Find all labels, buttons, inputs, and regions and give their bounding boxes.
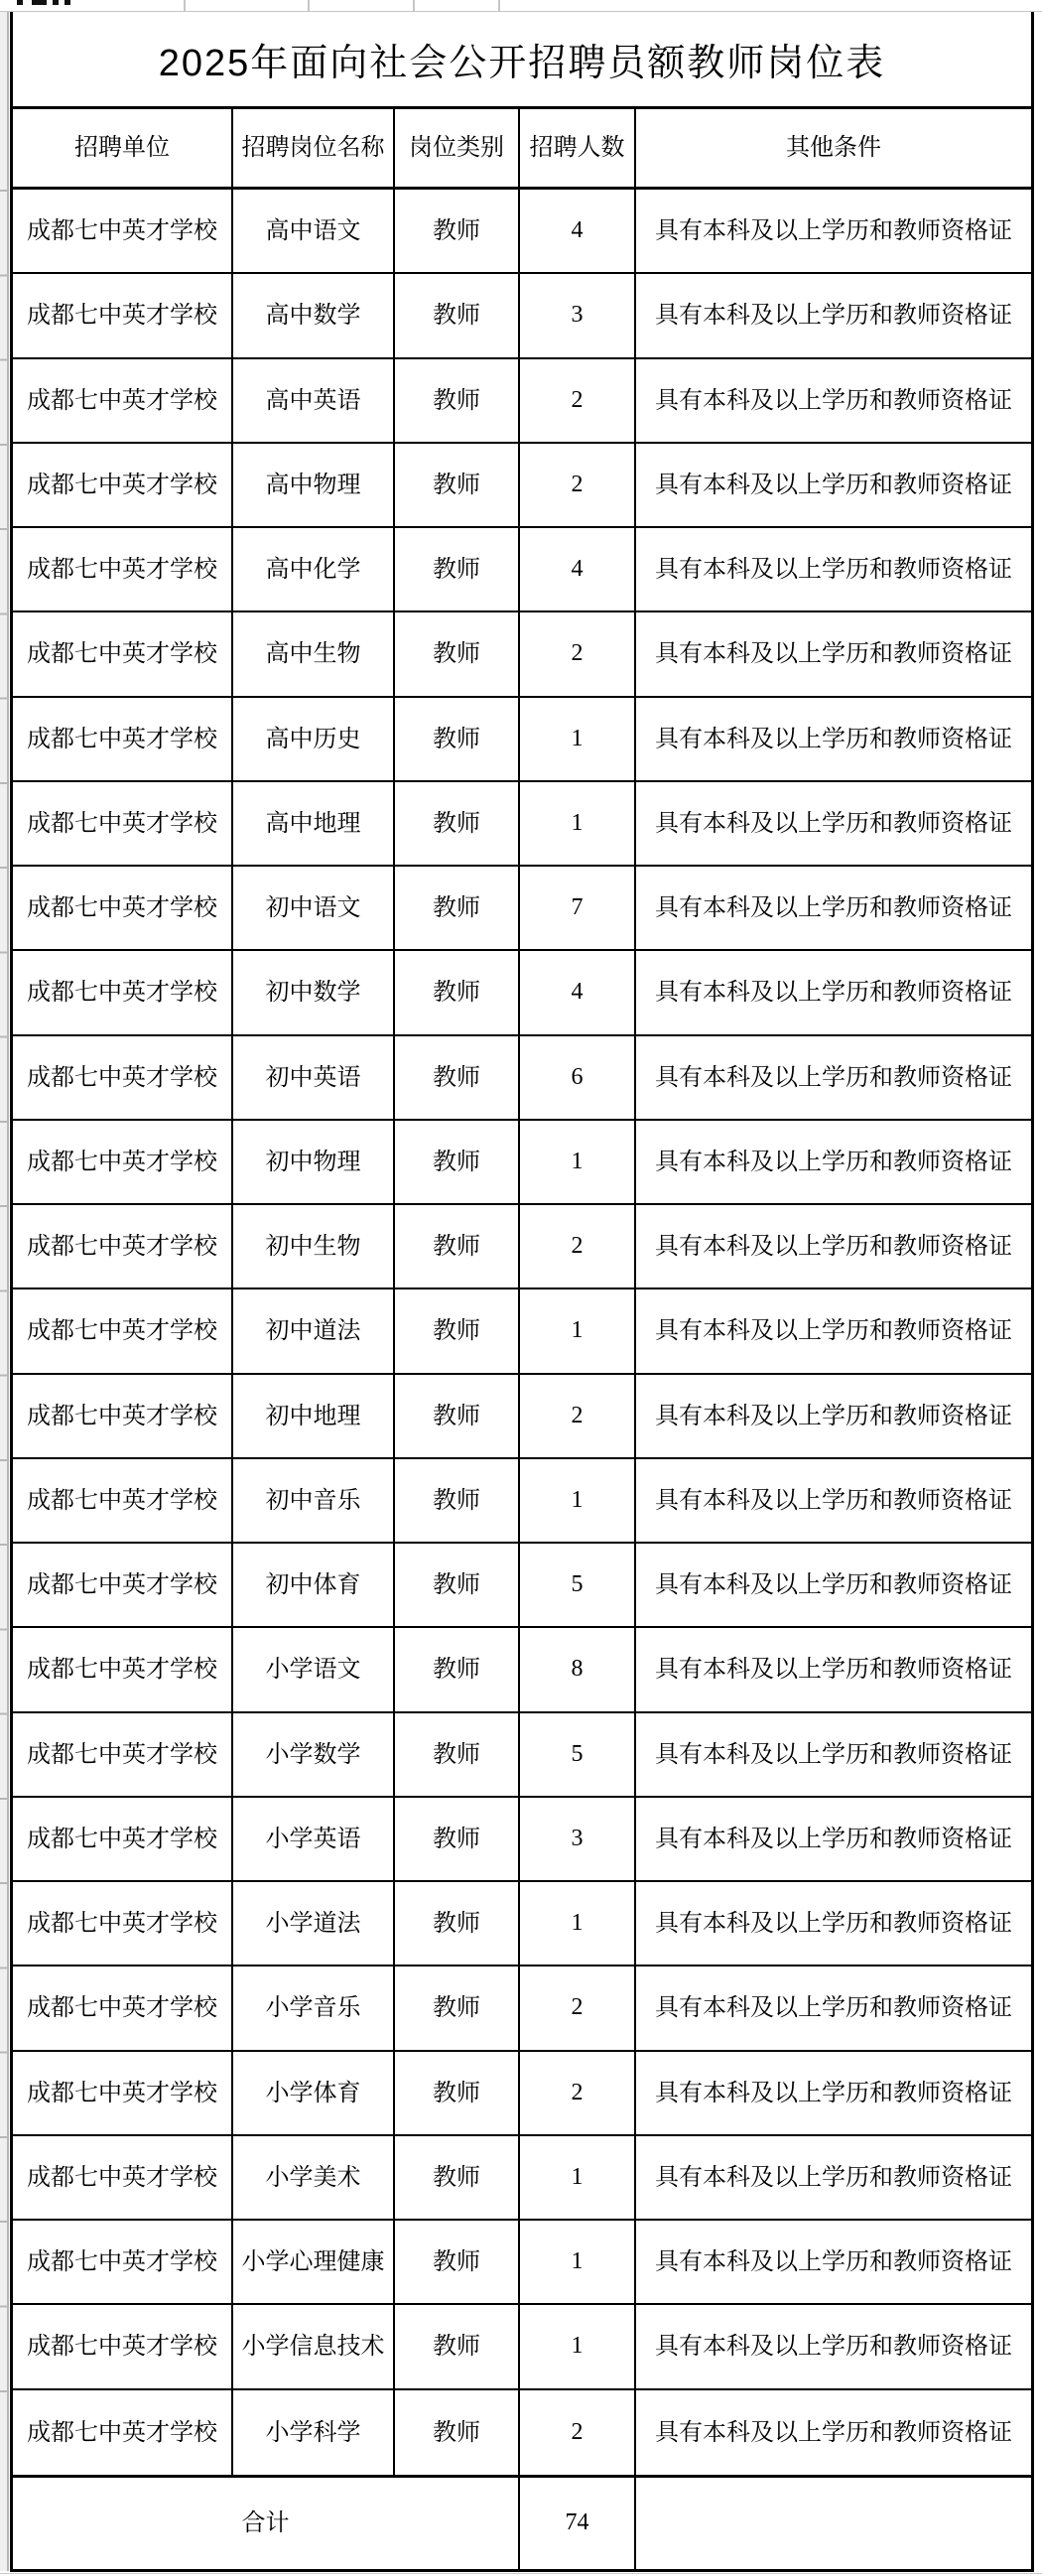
top-column-gridline <box>413 0 415 11</box>
table-row <box>13 951 1031 1035</box>
unit-cell: 成都七中英才学校 <box>13 2052 233 2134</box>
table-body <box>13 190 1031 2475</box>
category-cell: 教师 <box>395 1289 520 1372</box>
unit-cell: 成都七中英才学校 <box>13 782 233 865</box>
table-row <box>13 2390 1031 2475</box>
condition-cell: 具有本科及以上学历和教师资格证 <box>655 2079 1012 2106</box>
position-cell: 高中英语 <box>233 359 395 442</box>
header-cell-category: 岗位类别 <box>395 109 520 187</box>
count-cell: 4 <box>520 951 636 1033</box>
condition-cell: 具有本科及以上学历和教师资格证 <box>655 979 1012 1007</box>
position-cell: 小学英语 <box>233 1798 395 1880</box>
count-cell: 5 <box>520 1713 636 1796</box>
category-cell: 教师 <box>395 359 520 442</box>
unit-cell: 成都七中英才学校 <box>13 867 233 949</box>
position-cell: 初中音乐 <box>233 1459 395 1542</box>
count-cell: 2 <box>520 1205 636 1288</box>
table-row <box>13 190 1031 274</box>
unit-cell: 成都七中英才学校 <box>13 1544 233 1626</box>
condition-cell: 具有本科及以上学历和教师资格证 <box>655 1740 1012 1768</box>
count-cell: 8 <box>520 1628 636 1710</box>
position-cell: 初中语文 <box>233 867 395 949</box>
table-row <box>13 444 1031 528</box>
position-cell: 高中地理 <box>233 782 395 865</box>
table-header-row <box>13 109 1031 190</box>
header-cell-condition: 其他条件 <box>786 134 881 162</box>
position-cell: 初中英语 <box>233 1036 395 1119</box>
table-row <box>13 1798 1031 1882</box>
condition-cell: 具有本科及以上学历和教师资格证 <box>655 302 1012 330</box>
recruitment-table <box>10 12 1034 2572</box>
position-cell: 初中地理 <box>233 1375 395 1457</box>
position-cell: 小学体育 <box>233 2052 395 2134</box>
unit-cell: 成都七中英才学校 <box>13 274 233 356</box>
position-cell: 高中化学 <box>233 528 395 610</box>
position-cell: 小学信息技术 <box>233 2305 395 2387</box>
table-row <box>13 2221 1031 2305</box>
category-cell: 教师 <box>395 1205 520 1288</box>
unit-cell: 成都七中英才学校 <box>13 1713 233 1796</box>
condition-cell: 具有本科及以上学历和教师资格证 <box>655 2333 1012 2361</box>
unit-cell: 成都七中英才学校 <box>13 444 233 526</box>
unit-cell: 成都七中英才学校 <box>13 1121 233 1203</box>
category-cell: 教师 <box>395 1459 520 1542</box>
count-cell: 1 <box>520 1459 636 1542</box>
unit-cell: 成都七中英才学校 <box>13 2390 233 2475</box>
position-cell: 高中生物 <box>233 612 395 695</box>
unit-cell: 成都七中英才学校 <box>13 2136 233 2219</box>
condition-cell: 具有本科及以上学历和教师资格证 <box>655 1571 1012 1599</box>
category-cell: 教师 <box>395 2305 520 2387</box>
count-cell: 4 <box>520 528 636 610</box>
condition-cell: 具有本科及以上学历和教师资格证 <box>655 2163 1012 2191</box>
table-row <box>13 1628 1031 1712</box>
condition-cell: 具有本科及以上学历和教师资格证 <box>655 1233 1012 1261</box>
category-cell: 教师 <box>395 1966 520 2049</box>
category-cell: 教师 <box>395 1375 520 1457</box>
row-header-strip <box>0 12 9 2571</box>
count-cell: 5 <box>520 1544 636 1626</box>
position-cell: 小学道法 <box>233 1882 395 1965</box>
table-row <box>13 698 1031 782</box>
total-label-cell: 合计 <box>13 2478 520 2569</box>
category-cell: 教师 <box>395 1798 520 1880</box>
unit-cell: 成都七中英才学校 <box>13 1966 233 2049</box>
table-row <box>13 867 1031 951</box>
condition-cell: 具有本科及以上学历和教师资格证 <box>655 2418 1012 2446</box>
unit-cell: 成都七中英才学校 <box>13 1459 233 1542</box>
category-cell: 教师 <box>395 2221 520 2303</box>
count-cell: 3 <box>520 1798 636 1880</box>
top-column-gridline <box>308 0 310 11</box>
condition-cell: 具有本科及以上学历和教师资格证 <box>655 1486 1012 1514</box>
total-count-cell: 74 <box>520 2478 636 2569</box>
header-cell-position: 招聘岗位名称 <box>233 109 395 187</box>
table-total-row <box>13 2475 1031 2569</box>
position-cell: 初中道法 <box>233 1289 395 1372</box>
count-cell: 2 <box>520 612 636 695</box>
count-cell: 2 <box>520 359 636 442</box>
table-row <box>13 1289 1031 1374</box>
unit-cell: 成都七中英才学校 <box>13 359 233 442</box>
condition-cell: 具有本科及以上学历和教师资格证 <box>655 2248 1012 2276</box>
category-cell: 教师 <box>395 612 520 695</box>
unit-cell: 成都七中英才学校 <box>13 612 233 695</box>
position-cell: 初中生物 <box>233 1205 395 1288</box>
position-cell: 高中数学 <box>233 274 395 356</box>
category-cell: 教师 <box>395 698 520 780</box>
position-cell: 小学语文 <box>233 1628 395 1710</box>
unit-cell: 成都七中英才学校 <box>13 1036 233 1119</box>
category-cell: 教师 <box>395 2052 520 2134</box>
count-cell: 1 <box>520 2305 636 2387</box>
position-cell: 小学科学 <box>233 2390 395 2475</box>
position-cell: 小学心理健康 <box>233 2221 395 2303</box>
condition-cell: 具有本科及以上学历和教师资格证 <box>655 217 1012 245</box>
table-row <box>13 274 1031 358</box>
clipped-text-fragment <box>53 0 59 5</box>
position-cell: 小学数学 <box>233 1713 395 1796</box>
category-cell: 教师 <box>395 1544 520 1626</box>
count-cell: 1 <box>520 698 636 780</box>
table-row <box>13 1966 1031 2051</box>
category-cell: 教师 <box>395 951 520 1033</box>
count-cell: 3 <box>520 274 636 356</box>
table-row <box>13 2305 1031 2389</box>
condition-cell: 具有本科及以上学历和教师资格证 <box>655 471 1012 498</box>
table-row <box>13 1036 1031 1121</box>
table-row <box>13 2052 1031 2136</box>
position-cell: 初中数学 <box>233 951 395 1033</box>
category-cell: 教师 <box>395 1121 520 1203</box>
table-row <box>13 1544 1031 1628</box>
condition-cell: 具有本科及以上学历和教师资格证 <box>655 894 1012 922</box>
category-cell: 教师 <box>395 274 520 356</box>
table-row <box>13 1121 1031 1205</box>
table-row <box>13 2136 1031 2221</box>
unit-cell: 成都七中英才学校 <box>13 1628 233 1710</box>
unit-cell: 成都七中英才学校 <box>13 1289 233 1372</box>
count-cell: 2 <box>520 1966 636 2049</box>
condition-cell: 具有本科及以上学历和教师资格证 <box>655 1656 1012 1684</box>
condition-cell: 具有本科及以上学历和教师资格证 <box>655 640 1012 668</box>
count-cell: 2 <box>520 2390 636 2475</box>
table-row <box>13 1713 1031 1798</box>
unit-cell: 成都七中英才学校 <box>13 1882 233 1965</box>
category-cell: 教师 <box>395 782 520 865</box>
table-title: 2025年面向社会公开招聘员额教师岗位表 <box>13 12 1031 109</box>
table-row <box>13 612 1031 697</box>
position-cell: 小学音乐 <box>233 1966 395 2049</box>
unit-cell: 成都七中英才学校 <box>13 951 233 1033</box>
position-cell: 高中物理 <box>233 444 395 526</box>
clipped-text-fragment <box>32 0 47 5</box>
table-row <box>13 1882 1031 1966</box>
category-cell: 教师 <box>395 867 520 949</box>
count-cell: 4 <box>520 190 636 272</box>
count-cell: 2 <box>520 1375 636 1457</box>
unit-cell: 成都七中英才学校 <box>13 1798 233 1880</box>
table-row <box>13 359 1031 444</box>
category-cell: 教师 <box>395 1882 520 1965</box>
unit-cell: 成都七中英才学校 <box>13 698 233 780</box>
count-cell: 1 <box>520 2221 636 2303</box>
category-cell: 教师 <box>395 190 520 272</box>
condition-cell: 具有本科及以上学历和教师资格证 <box>655 1148 1012 1175</box>
top-column-gridline <box>184 0 186 11</box>
unit-cell: 成都七中英才学校 <box>13 2305 233 2387</box>
clipped-text-fragment <box>65 0 70 5</box>
count-cell: 2 <box>520 444 636 526</box>
condition-cell: 具有本科及以上学历和教师资格证 <box>655 1402 1012 1429</box>
condition-cell: 具有本科及以上学历和教师资格证 <box>655 1994 1012 2022</box>
unit-cell: 成都七中英才学校 <box>13 190 233 272</box>
category-cell: 教师 <box>395 1628 520 1710</box>
position-cell: 小学美术 <box>233 2136 395 2219</box>
table-row <box>13 1205 1031 1289</box>
count-cell: 6 <box>520 1036 636 1119</box>
count-cell: 2 <box>520 2052 636 2134</box>
category-cell: 教师 <box>395 1713 520 1796</box>
category-cell: 教师 <box>395 2136 520 2219</box>
count-cell: 1 <box>520 1289 636 1372</box>
condition-cell: 具有本科及以上学历和教师资格证 <box>655 1910 1012 1938</box>
unit-cell: 成都七中英才学校 <box>13 1205 233 1288</box>
category-cell: 教师 <box>395 528 520 610</box>
condition-cell: 具有本科及以上学历和教师资格证 <box>655 1825 1012 1852</box>
condition-cell: 具有本科及以上学历和教师资格证 <box>655 1063 1012 1091</box>
condition-cell: 具有本科及以上学历和教师资格证 <box>655 1317 1012 1345</box>
unit-cell: 成都七中英才学校 <box>13 528 233 610</box>
position-cell: 初中体育 <box>233 1544 395 1626</box>
count-cell: 7 <box>520 867 636 949</box>
table-row <box>13 1459 1031 1544</box>
position-cell: 初中物理 <box>233 1121 395 1203</box>
unit-cell: 成都七中英才学校 <box>13 2221 233 2303</box>
count-cell: 1 <box>520 782 636 865</box>
header-cell-count: 招聘人数 <box>520 109 636 187</box>
total-condition-cell <box>636 2478 1031 2569</box>
count-cell: 1 <box>520 1121 636 1203</box>
condition-cell: 具有本科及以上学历和教师资格证 <box>655 386 1012 414</box>
count-cell: 1 <box>520 1882 636 1965</box>
category-cell: 教师 <box>395 2390 520 2475</box>
position-cell: 高中历史 <box>233 698 395 780</box>
count-cell: 1 <box>520 2136 636 2219</box>
top-column-gridline <box>498 0 500 11</box>
table-row <box>13 782 1031 867</box>
clipped-text-fragment <box>17 0 23 5</box>
condition-cell: 具有本科及以上学历和教师资格证 <box>655 725 1012 752</box>
category-cell: 教师 <box>395 444 520 526</box>
condition-cell: 具有本科及以上学历和教师资格证 <box>655 809 1012 837</box>
table-row <box>13 1375 1031 1459</box>
bottom-gridline <box>0 2573 1042 2575</box>
category-cell: 教师 <box>395 1036 520 1119</box>
condition-cell: 具有本科及以上学历和教师资格证 <box>655 556 1012 584</box>
position-cell: 高中语文 <box>233 190 395 272</box>
header-cell-unit: 招聘单位 <box>13 109 233 187</box>
unit-cell: 成都七中英才学校 <box>13 1375 233 1457</box>
table-row <box>13 528 1031 612</box>
